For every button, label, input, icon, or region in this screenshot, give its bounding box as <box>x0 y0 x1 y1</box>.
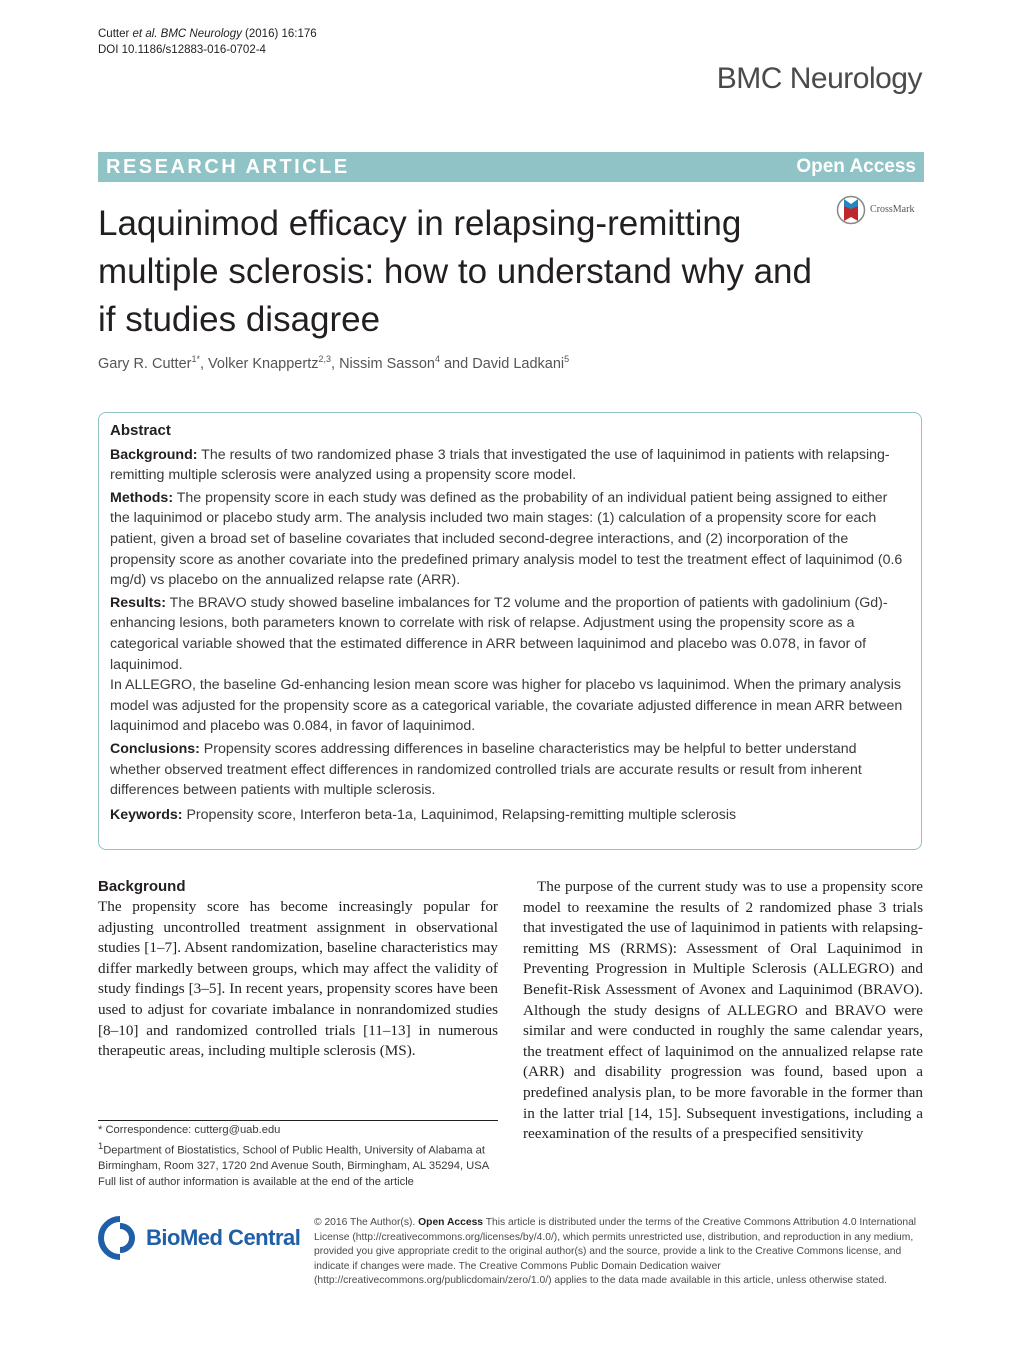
abstract-heading: Abstract <box>110 422 171 439</box>
abstract-results-text: The BRAVO study showed baseline imbalances for T2 volume and the proportion of patients with gadolinium (Gd)-enhancing lesions, both parameters known to correlate with risk of relapse. Adjustment using the propensity score as a categorical variable showed that the estimated difference in ARR between laquinimod and placebo was 0.078, in favor of laquinimod. <box>110 594 888 673</box>
author-name: Volker Knappertz <box>208 355 319 372</box>
citation-line <box>98 26 317 42</box>
article-type-banner <box>98 152 924 182</box>
license-body: This article is distributed under the terms of the Creative Commons Attribution 4.0 International License (http://creativecommons.org/licenses/by/4.0/), which permits unrestricted use, distribution, and reproduction in any medium, provided you give appropriate credit to the original author(s) and the source, provide a link to the Creative Commons license, and indicate if changes were made. The Creative Commons Public Domain Dedication waiver (http://creativecommons.org/publicdomain/zero/1.0/) applies to the data made available in this article, unless otherwise stated. <box>314 1217 917 1286</box>
article-type-label: RESEARCH ARTICLE <box>106 156 350 178</box>
abstract-methods-text: The propensity score in each study was defined as the probability of an individual patient being assigned to either the laquinimod or placebo study arm. The analysis included two main stages: (1) calculation of a propensity score for each patient, given a broad set of baseline covariates that included second-degree interactions, and (2) incorporation of the propensity score as another covariate into the predefined primary analysis model to test the treatment effect of laquinimod (0.6 mg/d) vs placebo on the annualized relapse rate (ARR). <box>110 489 903 589</box>
crossmark-label: CrossMark <box>870 204 915 215</box>
abstract-background-label: Background: <box>110 446 198 463</box>
author-affil: 5 <box>564 354 570 364</box>
abstract-methods <box>110 488 910 591</box>
article-title: Laquinimod efficacy in relapsing-remitting multiple sclerosis: how to understand why and if studies disagree <box>98 204 812 339</box>
abstract-methods-label: Methods: <box>110 489 174 506</box>
section-heading-background: Background <box>98 878 186 895</box>
author-separator: and <box>439 355 473 372</box>
citation-etal: et al. <box>132 28 158 40</box>
abstract-results-label: Results: <box>110 594 166 611</box>
copyright-text: © 2016 The Author(s). <box>314 1217 416 1228</box>
author-separator: , <box>331 355 340 372</box>
affiliation-note <box>98 1139 498 1175</box>
abstract-background <box>110 445 910 486</box>
author-name: David Ladkani <box>472 355 565 372</box>
abstract-keywords-label: Keywords: <box>110 806 183 823</box>
citation-block <box>98 26 317 58</box>
abstract-conclusions <box>110 739 910 801</box>
abstract-conclusions-text: Propensity scores addressing differences in baseline characteristics may be helpful to better understand whether observed treatment effect differences in randomized controlled trials are accurate results or result from inherent differences between patients with multiple sclerosis. <box>110 740 862 799</box>
biomed-central-icon <box>98 1216 142 1260</box>
author-affil: 1* <box>191 354 200 364</box>
abstract-keywords <box>110 805 910 826</box>
affiliation-sup: 1 <box>98 1140 104 1151</box>
citation-author: Cutter <box>98 28 130 40</box>
journal-name: BMC Neurology <box>716 62 922 95</box>
abstract-background-text: The results of two randomized phase 3 trials that investigated the use of laquinimod in patients with relapsing-remitting multiple sclerosis were analyzed using a propensity score model. <box>110 446 890 484</box>
citation-journal: BMC Neurology <box>160 28 242 40</box>
license-text <box>314 1216 924 1289</box>
abstract-results <box>110 593 910 675</box>
abstract <box>110 421 910 825</box>
abstract-conclusions-label: Conclusions: <box>110 740 200 757</box>
body-column-left <box>98 877 498 1062</box>
crossmark-badge[interactable] <box>836 195 928 225</box>
affiliation-text: Department of Biostatistics, School of Public Health, University of Alabama at Birmingham, Room 327, 1720 2nd Avenue South, Birmingham, AL 35294, USA <box>98 1144 490 1173</box>
author-affil: 2,3 <box>318 354 331 364</box>
author-separator: , <box>199 355 209 372</box>
abstract-keywords-text: Propensity score, Interferon beta-1a, Laquinimod, Relapsing-remitting multiple sclerosis <box>182 806 737 823</box>
biomed-central-logo <box>98 1216 301 1260</box>
crossmark-icon <box>836 195 866 225</box>
correspondence-note: * Correspondence: cutterg@uab.edu <box>98 1124 281 1136</box>
open-access-label: Open Access <box>796 156 916 177</box>
full-list-note: Full list of author information is available at the end of the article <box>98 1175 414 1188</box>
body-column-right: The purpose of the current study was to use a propensity score model to reexamine the results of 2 randomized phase 3 trials that investigated the use of laquinimod in patients with relapsing-remitting MS (RRMS): Assessment of Oral Laquinimod in Preventing Progression in Multiple Sclerosis (ALLEGRO) and Benefit-Risk Assessment of Avonex and Laquinimod (BRAVO). Although the study designs of ALLEGRO and BRAVO were similar and were conducted in roughly the same calendar years, the treatment effect of laquinimod on the annualized relapse rate (ARR) and disability progression was found, based upon a predefined analysis plan, to be more favorable in the former than in the latter trial [14, 15]. Subsequent investigations, including a reexamination of the results of a prespecified sensitivity <box>523 878 923 1143</box>
doi-text[interactable]: DOI 10.1186/s12883-016-0702-4 <box>98 44 266 56</box>
author-name: Nissim Sasson <box>339 355 435 372</box>
open-access-label-footer: Open Access <box>418 1217 484 1228</box>
author-name: Gary R. Cutter <box>98 355 192 372</box>
footnotes <box>98 1123 498 1191</box>
biomed-central-wordmark: BioMed Central <box>146 1225 301 1250</box>
abstract-results-2: In ALLEGRO, the baseline Gd-enhancing lesion mean score was higher for placebo vs laquinimod. When the primary analysis model was adjusted for the propensity score as a categorical variable, the covariate adjusted difference in mean ARR between laquinimod and placebo was 0.084, in favor of laquinimod. <box>110 677 903 735</box>
citation-year-vol: (2016) 16:176 <box>245 28 317 40</box>
author-affil: 4 <box>434 354 440 364</box>
body-paragraph: The propensity score has become increasingly popular for adjusting uncontrolled treatment assignment in observational studies [1–7]. Absent randomization, baseline characteristics may differ markedly between groups, which may affect the validity of study findings [3–5]. In recent years, propensity scores have been used to adjust for covariate imbalance in nonrandomized studies [8–10] and randomized controlled trials [11–13] in numerous therapeutic areas, including multiple sclerosis (MS). <box>98 898 498 1060</box>
author-list <box>98 354 569 372</box>
footnote-divider <box>98 1120 498 1121</box>
